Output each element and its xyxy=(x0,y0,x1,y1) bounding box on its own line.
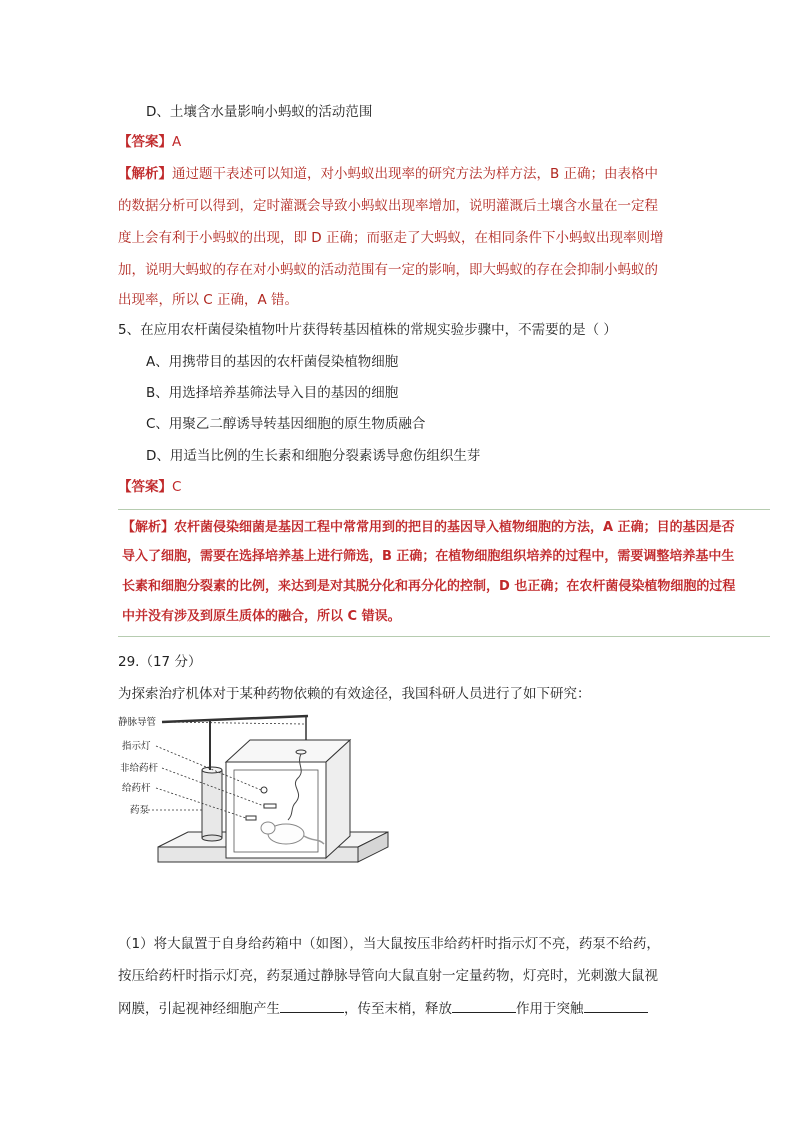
answer-value: A xyxy=(172,134,182,150)
answer-tag: 【答案】 xyxy=(118,479,172,495)
question-5-option-d: D、用适当比例的生长素和细胞分裂素诱导愈伤组织生芽 xyxy=(146,448,481,464)
analysis-1-line-5: 出现率，所以 C 正确，A 错。 xyxy=(118,292,299,308)
analysis-2-line-4: 中并没有涉及到原生质体的融合，所以 C 错误。 xyxy=(122,609,401,624)
analysis-tag: 【解析】 xyxy=(118,166,172,182)
rat-head xyxy=(261,822,275,834)
analysis-tag: 【解析】 xyxy=(122,520,175,535)
answer-blank-2[interactable] xyxy=(452,998,516,1013)
option-d-previous: D、土壤含水量影响小蚂蚁的活动范围 xyxy=(146,104,373,120)
answer-tag: 【答案】 xyxy=(118,134,172,150)
pump-cylinder-bottom xyxy=(202,835,222,841)
non-drug-lever xyxy=(264,804,276,808)
label-pump: 药泵 xyxy=(130,805,150,816)
question-29-intro: 为探索治疗机体对于某种药物依赖的有效途径，我国科研人员进行了如下研究： xyxy=(118,686,591,702)
label-drug-lever: 给药杆 xyxy=(122,783,151,794)
label-indicator-light: 指示灯 xyxy=(122,741,151,752)
analysis-1-line-1 xyxy=(118,164,678,184)
drug-lever xyxy=(246,816,256,820)
answer-2 xyxy=(118,477,678,497)
analysis-1-line-4: 加，说明大蚂蚁的存在对小蚂蚁的活动范围有一定的影响，即大蚂蚁的存在会抑制小蚂蚁的 xyxy=(118,262,658,278)
leader-catheter xyxy=(162,722,304,724)
text-segment: 作用于突触 xyxy=(516,1001,584,1017)
question-5-option-b: B、用选择培养基筛法导入目的基因的细胞 xyxy=(146,385,399,401)
indicator-light xyxy=(261,787,267,793)
analysis-2-line-3: 长素和细胞分裂素的比例，来达到是对其脱分化和再分化的控制，D 也正确；在农杆菌侵染植物细胞的过程 xyxy=(122,579,736,594)
pump-cylinder xyxy=(202,770,222,838)
answer-blank-3[interactable] xyxy=(584,998,648,1013)
analysis-2-line-1 xyxy=(122,518,772,538)
question-5-option-c: C、用聚乙二醇诱导转基因细胞的原生物质融合 xyxy=(146,416,426,432)
answer-value: C xyxy=(172,479,182,495)
analysis-1-line-3: 度上会有利于小蚂蚁的出现，即 D 正确；而驱走了大蚂蚁，在相同条件下小蚂蚁出现率则增 xyxy=(118,230,664,246)
self-administration-apparatus-figure xyxy=(118,712,408,874)
text-segment: 网膜，引起视神经细胞产生 xyxy=(118,1001,280,1017)
beam xyxy=(162,716,308,722)
label-catheter: 静脉导管 xyxy=(118,717,157,728)
analysis-2-line-2: 导入了细胞，需要在选择培养基上进行筛选，B 正确；在植物细胞组织培养的过程中，需要调整培养基中生 xyxy=(122,549,735,564)
question-29-part1-line-1: （1）将大鼠置于自身给药箱中（如图），当大鼠按压非给药杆时指示灯不亮，药泵不给药， xyxy=(118,936,660,952)
analysis-text: 农杆菌侵染细菌是基因工程中常常用到的把目的基因导入植物细胞的方法，A 正确；目的基因是否 xyxy=(174,520,735,535)
answer-blank-1[interactable] xyxy=(280,998,344,1013)
question-29-part1-line-2: 按压给药杆时指示灯亮，药泵通过静脉导管向大鼠直射一定量药物，灯亮时，光刺激大鼠视 xyxy=(118,968,658,984)
analysis-2-box xyxy=(118,509,770,637)
box-front xyxy=(226,762,326,858)
question-5-option-a: A、用携带目的基因的农杆菌侵染植物细胞 xyxy=(146,354,399,370)
question-29-number: 29.（17 分） xyxy=(118,654,202,670)
question-5-stem: 5、在应用农杆菌侵染植物叶片获得转基因植株的常规实验步骤中，不需要的是（ ） xyxy=(118,322,617,338)
analysis-1-line-2: 的数据分析可以得到，定时灌溉会导致小蚂蚁出现率增加，说明灌溉后土壤含水量在一定程 xyxy=(118,198,658,214)
answer-1 xyxy=(118,132,678,152)
text-segment: ，传至末梢，释放 xyxy=(344,1001,452,1017)
question-29-part1-line-3 xyxy=(118,998,678,1019)
analysis-text: 通过题干表述可以知道，对小蚂蚁出现率的研究方法为样方法，B 正确；由表格中 xyxy=(172,166,659,182)
label-non-drug-lever: 非给药杆 xyxy=(120,763,159,774)
